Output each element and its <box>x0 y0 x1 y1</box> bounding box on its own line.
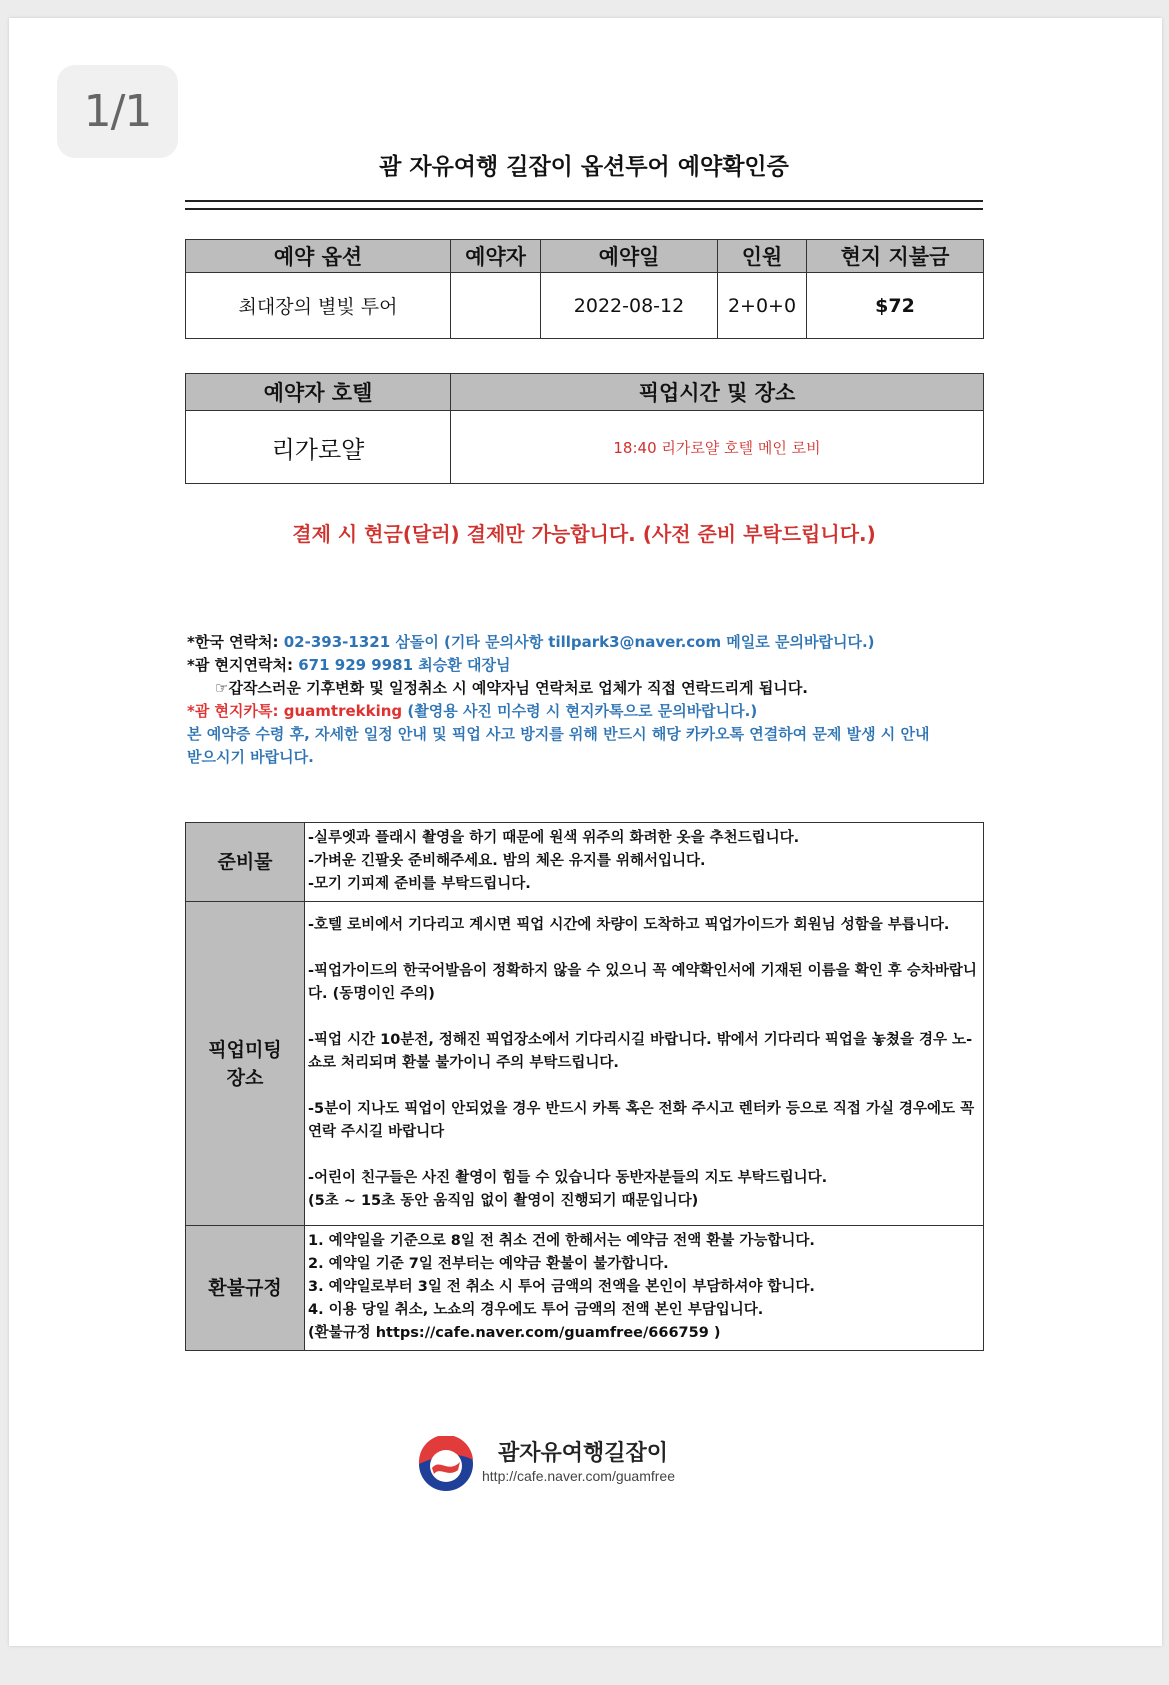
header-hotel: 예약자 호텔 <box>186 374 451 411</box>
pickup-row <box>186 902 984 1226</box>
refund-content <box>305 1226 984 1351</box>
refund-label: 환불규정 <box>186 1226 305 1351</box>
booking-booker <box>451 273 541 339</box>
kakao-contact <box>187 700 987 723</box>
contact-note: ☞갑작스러운 기후변화 및 일정취소 시 예약자님 연락처로 업체가 직접 연락드리게 됩니다. <box>215 679 809 697</box>
booking-header-row <box>186 240 984 273</box>
pickup-item: -어린이 친구들은 사진 촬영이 힘들 수 있습니다 동반자분들의 지도 부탁드립니다. (5초 ~ 15초 동안 움직임 없이 촬영이 진행되기 때문입니다) <box>308 1170 828 1209</box>
guam-contact <box>187 654 987 677</box>
pickup-time-place: 18:40 리가로얄 호텔 메인 로비 <box>451 411 984 484</box>
header-people: 인원 <box>718 240 807 273</box>
footer-brand-name: 괌자유여행길잡이 <box>498 1441 669 1466</box>
pickup-label-line-1: 픽업미팅 <box>208 1038 282 1061</box>
kakao-contact-value: (촬영용 사진 미수령 시 현지카톡으로 문의바랍니다.) <box>407 702 758 720</box>
refund-row <box>186 1226 984 1351</box>
contact-section <box>187 631 987 769</box>
refund-item: (환불규정 https://cafe.naver.com/guamfree/666759 ) <box>308 1325 721 1341</box>
prep-content <box>305 823 984 902</box>
booking-table <box>185 239 984 339</box>
booking-date: 2022-08-12 <box>541 273 718 339</box>
header-option: 예약 옵션 <box>186 240 451 273</box>
hotel-name: 리가로얄 <box>186 411 451 484</box>
title-double-rule <box>185 200 983 210</box>
korea-contact-value: 02-393-1321 삼돌이 (기타 문의사항 tillpark3@naver.com 메일로 문의바랍니다.) <box>283 633 875 651</box>
pickup-item: -호텔 로비에서 기다리고 계시면 픽업 시간에 차량이 도착하고 픽업가이드가 회원님 성함을 부릅니다. <box>308 917 950 933</box>
page-indicator: 1/1 <box>57 65 178 158</box>
booking-row <box>186 273 984 339</box>
hotel-row <box>186 411 984 484</box>
guam-contact-value: 671 929 9981 최승환 대장님 <box>298 656 511 674</box>
booking-option: 최대장의 별빛 투어 <box>186 273 451 339</box>
korea-contact-label: *한국 연락처: <box>187 633 284 651</box>
kakao-notice-line-2: 받으시기 바랍니다. <box>187 748 314 766</box>
prep-row <box>186 823 984 902</box>
brand-logo-icon <box>418 1436 474 1492</box>
pickup-content <box>305 902 984 1226</box>
header-booker: 예약자 <box>451 240 541 273</box>
refund-item: 4. 이용 당일 취소, 노쇼의 경우에도 투어 금액의 전액 본인 부담입니다. <box>308 1302 764 1318</box>
header-pickup: 픽업시간 및 장소 <box>451 374 984 411</box>
pickup-item: -픽업 시간 10분전, 정해진 픽업장소에서 기다리시길 바랍니다. 밖에서 기다리다 픽업을 놓쳤을 경우 노-쇼로 처리되며 환불 불가이니 주의 부탁드립니다. <box>308 1032 973 1071</box>
booking-people: 2+0+0 <box>718 273 807 339</box>
hotel-header-row <box>186 374 984 411</box>
info-table <box>185 822 984 1351</box>
prep-item: -실루엣과 플래시 촬영을 하기 때문에 원색 위주의 화려한 옷을 추천드립니다. <box>308 830 800 846</box>
refund-item: 1. 예약일을 기준으로 8일 전 취소 건에 한해서는 예약금 전액 환불 가능합니다. <box>308 1233 815 1249</box>
pickup-label <box>186 902 305 1226</box>
header-local-payment: 현지 지불금 <box>807 240 984 273</box>
prep-item: -가벼운 긴팔옷 준비해주세요. 밤의 체온 유지를 위해서입니다. <box>308 853 706 869</box>
kakao-contact-label: *괌 현지카톡: guamtrekking <box>187 702 408 720</box>
prep-item: -모기 기피제 준비를 부탁드립니다. <box>308 876 531 892</box>
header-date: 예약일 <box>541 240 718 273</box>
prep-label: 준비물 <box>186 823 305 902</box>
footer-logo <box>418 1436 738 1492</box>
hotel-table <box>185 373 984 484</box>
pickup-label-line-2: 장소 <box>226 1066 264 1089</box>
pickup-item: -픽업가이드의 한국어발음이 정확하지 않을 수 있으니 꼭 예약확인서에 기재된 이름을 확인 후 승차바랍니다. (동명이인 주의) <box>308 963 977 1002</box>
booking-local-payment: $72 <box>807 273 984 339</box>
footer-brand-url: http://cafe.naver.com/guamfree <box>482 1468 675 1484</box>
korea-contact <box>187 631 987 654</box>
guam-contact-label: *괌 현지연락처: <box>187 656 299 674</box>
pickup-item: -5분이 지나도 픽업이 안되었을 경우 반드시 카톡 혹은 전화 주시고 렌터카 등으로 직접 가실 경우에도 꼭 연락 주시길 바랍니다 <box>308 1101 975 1140</box>
document-title: 괌 자유여행 길잡이 옵션투어 예약확인증 <box>379 154 789 180</box>
refund-item: 2. 예약일 기준 7일 전부터는 예약금 환불이 불가합니다. <box>308 1256 669 1272</box>
payment-notice: 결제 시 현금(달러) 결제만 가능합니다. (사전 준비 부탁드립니다.) <box>292 522 876 546</box>
kakao-notice-line-1: 본 예약증 수령 후, 자세한 일정 안내 및 픽업 사고 방지를 위해 반드시 해당 카카오톡 연결하여 문제 발생 시 안내 <box>187 725 930 743</box>
refund-item: 3. 예약일로부터 3일 전 취소 시 투어 금액의 전액을 본인이 부담하셔야 합니다. <box>308 1279 815 1295</box>
